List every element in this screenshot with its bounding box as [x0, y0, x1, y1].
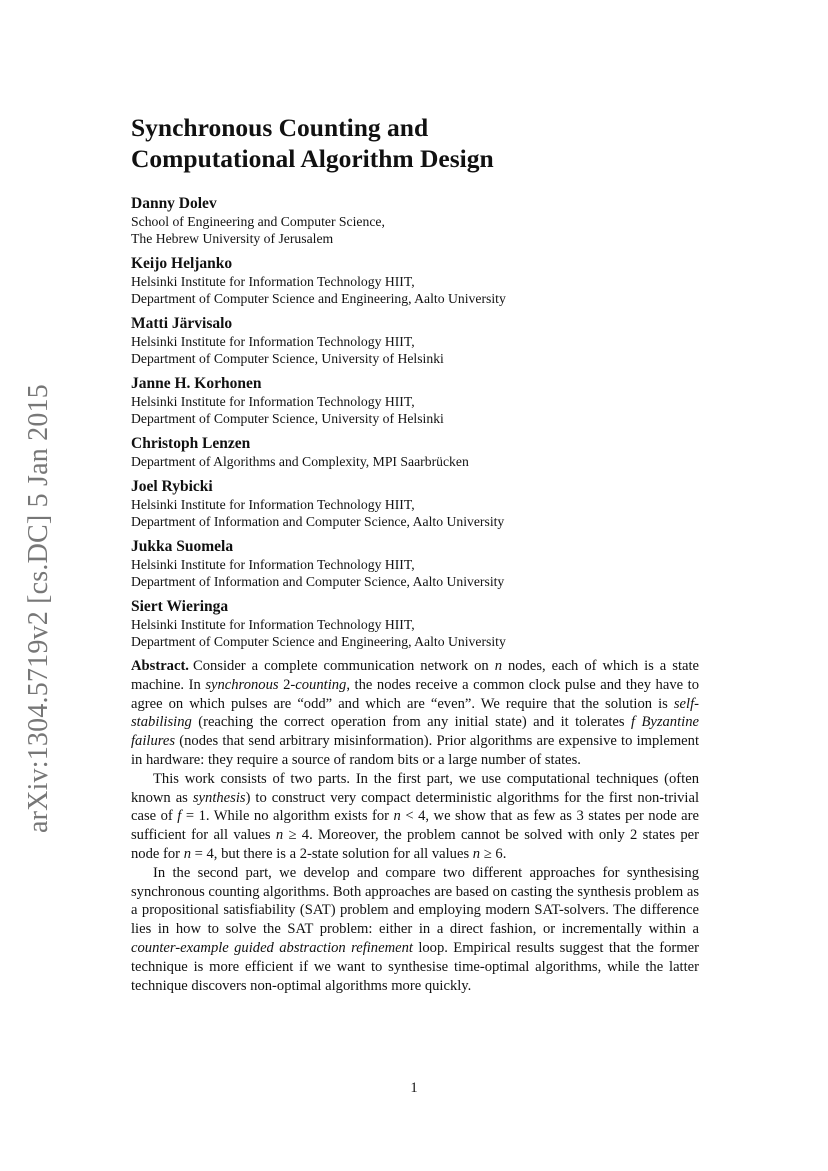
abstract	[131, 657, 699, 995]
italic-text-run: Byzantine failures	[131, 714, 699, 750]
arxiv-id-text: arXiv:1304.5719v2 [cs.DC] 5 Jan 2015	[23, 384, 54, 833]
author-affiliation: Department of Algorithms and Complexity, MPI Saarbrücken	[131, 454, 469, 469]
author-affiliation: Helsinki Institute for Information Technology HIIT,	[131, 394, 415, 409]
italic-text-run: self-stabilising	[131, 695, 699, 731]
text-run: ≥ 4. Moreover, the problem cannot be solved with only 2 states per node for	[131, 827, 699, 862]
text-run: ) to construct very compact deterministic algorithms for the first non-trivial case of	[131, 789, 700, 825]
author-affiliation: Helsinki Institute for Information Technology HIIT,	[131, 617, 415, 632]
author-name: Danny Dolev	[131, 195, 217, 212]
italic-text-run: n	[472, 845, 481, 862]
abstract-paragraph-3	[131, 864, 699, 996]
title-line-2: Computational Algorithm Design	[131, 144, 494, 173]
abstract-paragraph-1	[131, 657, 699, 770]
italic-text-run: synchronous	[205, 676, 279, 693]
author-block	[131, 254, 731, 307]
text-run: This work consists of two parts. In the first part, we use computational techniques (often known as	[131, 770, 699, 806]
text-run: nodes, each of which is a state machine. In	[131, 658, 700, 693]
text-run: = 1. While no algorithm exists for	[181, 808, 394, 825]
text-run: (nodes that send arbitrary misinformation). Prior algorithms are expensive to implement in hardware: they require a source of random bits or a large number of states.	[131, 733, 699, 768]
abstract-paragraph-2	[131, 770, 699, 864]
page-number: 1	[410, 1080, 418, 1096]
paper-title	[131, 112, 691, 174]
author-affiliation: School of Engineering and Computer Science,	[131, 214, 385, 229]
author-block	[131, 434, 731, 470]
italic-text-run: f	[177, 808, 182, 825]
author-affiliation: Department of Computer Science, University of Helsinki	[131, 351, 444, 366]
author-name: Keijo Heljanko	[131, 255, 233, 272]
author-affiliation: Helsinki Institute for Information Technology HIIT,	[131, 497, 415, 512]
text-run: loop. Empirical results suggest that the former technique is more efficient if we want to synthesise time-optimal algorithms, while the latter technique discovers non-optimal algorithms more quickly.	[131, 939, 699, 994]
abstract-paragraph-1-body	[131, 658, 699, 768]
italic-text-run: n	[183, 845, 191, 862]
text-run: , the nodes receive a common clock pulse and they have to agree on which pulses are “odd” and which are “even”. We require that the solution is	[131, 676, 699, 712]
arxiv-sidebar-identifier	[20, 381, 54, 833]
author-block	[131, 477, 731, 530]
italic-text-run: n	[494, 658, 502, 674]
italic-text-run: counting	[295, 676, 347, 693]
author-block	[131, 314, 731, 367]
author-name: Joel Rybicki	[131, 478, 213, 495]
author-block	[131, 537, 731, 590]
author-block	[131, 597, 731, 650]
text-run: In the second part, we develop and compare two different approaches for synthesising synchronous counting algorithms. Both approaches are based on casting the synthesis problem as a propositional satisfiability (SAT) problem and employing modern SAT-solvers. The difference lies in how to solve the SAT problem: either in a direct fashion, or incrementally within a	[131, 864, 699, 938]
abstract-label: Abstract.	[131, 658, 189, 674]
title-line-1: Synchronous Counting and	[131, 113, 429, 142]
author-name: Jukka Suomela	[131, 538, 234, 555]
author-name: Christoph Lenzen	[131, 435, 251, 452]
author-name: Matti Järvisalo	[131, 315, 233, 332]
text-run: Consider a complete communication network on	[192, 658, 495, 674]
text-run: 2-	[278, 676, 296, 693]
author-name: Siert Wieringa	[131, 598, 229, 615]
author-block	[131, 374, 731, 427]
author-affiliation: The Hebrew University of Jerusalem	[131, 231, 334, 246]
author-affiliation: Helsinki Institute for Information Technology HIIT,	[131, 557, 415, 572]
italic-text-run: counter-example guided abstraction refinement	[131, 939, 413, 956]
author-affiliation: Department of Computer Science and Engineering, Aalto University	[131, 291, 506, 306]
author-list	[131, 194, 731, 657]
author-affiliation: Department of Computer Science, University of Helsinki	[131, 411, 444, 426]
author-block	[131, 194, 731, 247]
italic-text-run: n	[275, 827, 284, 844]
author-affiliation: Helsinki Institute for Information Technology HIIT,	[131, 334, 415, 349]
author-name: Janne H. Korhonen	[131, 375, 262, 392]
text-run: (reaching the correct operation from any initial state) and it tolerates	[191, 714, 631, 731]
italic-text-run: f	[630, 714, 636, 731]
author-affiliation: Helsinki Institute for Information Technology HIIT,	[131, 274, 415, 289]
text-run: ≥ 6.	[480, 845, 507, 862]
italic-text-run: synthesis	[192, 789, 246, 806]
text-run: = 4, but there is a 2-state solution for all values	[190, 845, 473, 862]
author-affiliation: Department of Information and Computer Science, Aalto University	[131, 514, 505, 529]
italic-text-run: n	[393, 808, 401, 825]
author-affiliation: Department of Computer Science and Engineering, Aalto University	[131, 634, 506, 649]
text-run: < 4, we show that as few as 3 states per node are sufficient for all values	[131, 808, 699, 844]
author-affiliation: Department of Information and Computer Science, Aalto University	[131, 574, 505, 589]
